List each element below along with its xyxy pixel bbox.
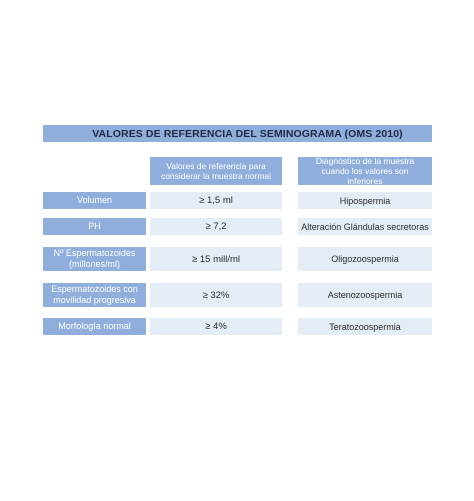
row-label-ph: PH bbox=[43, 218, 146, 235]
header-reference-values: Valores de referencia para considerar la muestra normal bbox=[150, 157, 282, 185]
row-label-motility: Espermatozoides con movilidad progresiva bbox=[43, 283, 146, 307]
row-value-volumen: ≥ 1,5 ml bbox=[150, 192, 282, 209]
row-value-sperm-count: ≥ 15 mill/ml bbox=[150, 247, 282, 271]
row-label-morphology: Morfología normal bbox=[43, 318, 146, 335]
row-diagnosis-sperm-count: Oligozoospermia bbox=[298, 247, 432, 271]
row-diagnosis-motility: Astenozoospermia bbox=[298, 283, 432, 307]
row-diagnosis-morphology: Teratozoospermia bbox=[298, 318, 432, 335]
row-value-ph: ≥ 7,2 bbox=[150, 218, 282, 235]
row-diagnosis-volumen: Hipospermia bbox=[298, 192, 432, 209]
row-diagnosis-ph: Alteración Glándulas secretoras bbox=[298, 218, 432, 235]
row-label-volumen: Volumen bbox=[43, 192, 146, 209]
header-diagnosis: Diagnóstico de la muestra cuando los valores son inferiores bbox=[298, 157, 432, 185]
row-value-morphology: ≥ 4% bbox=[150, 318, 282, 335]
table-title: VALORES DE REFERENCIA DEL SEMINOGRAMA (OMS 2010) bbox=[43, 125, 432, 142]
row-value-motility: ≥ 32% bbox=[150, 283, 282, 307]
row-label-sperm-count: Nº Espermatozoides (millones/ml) bbox=[43, 247, 146, 271]
